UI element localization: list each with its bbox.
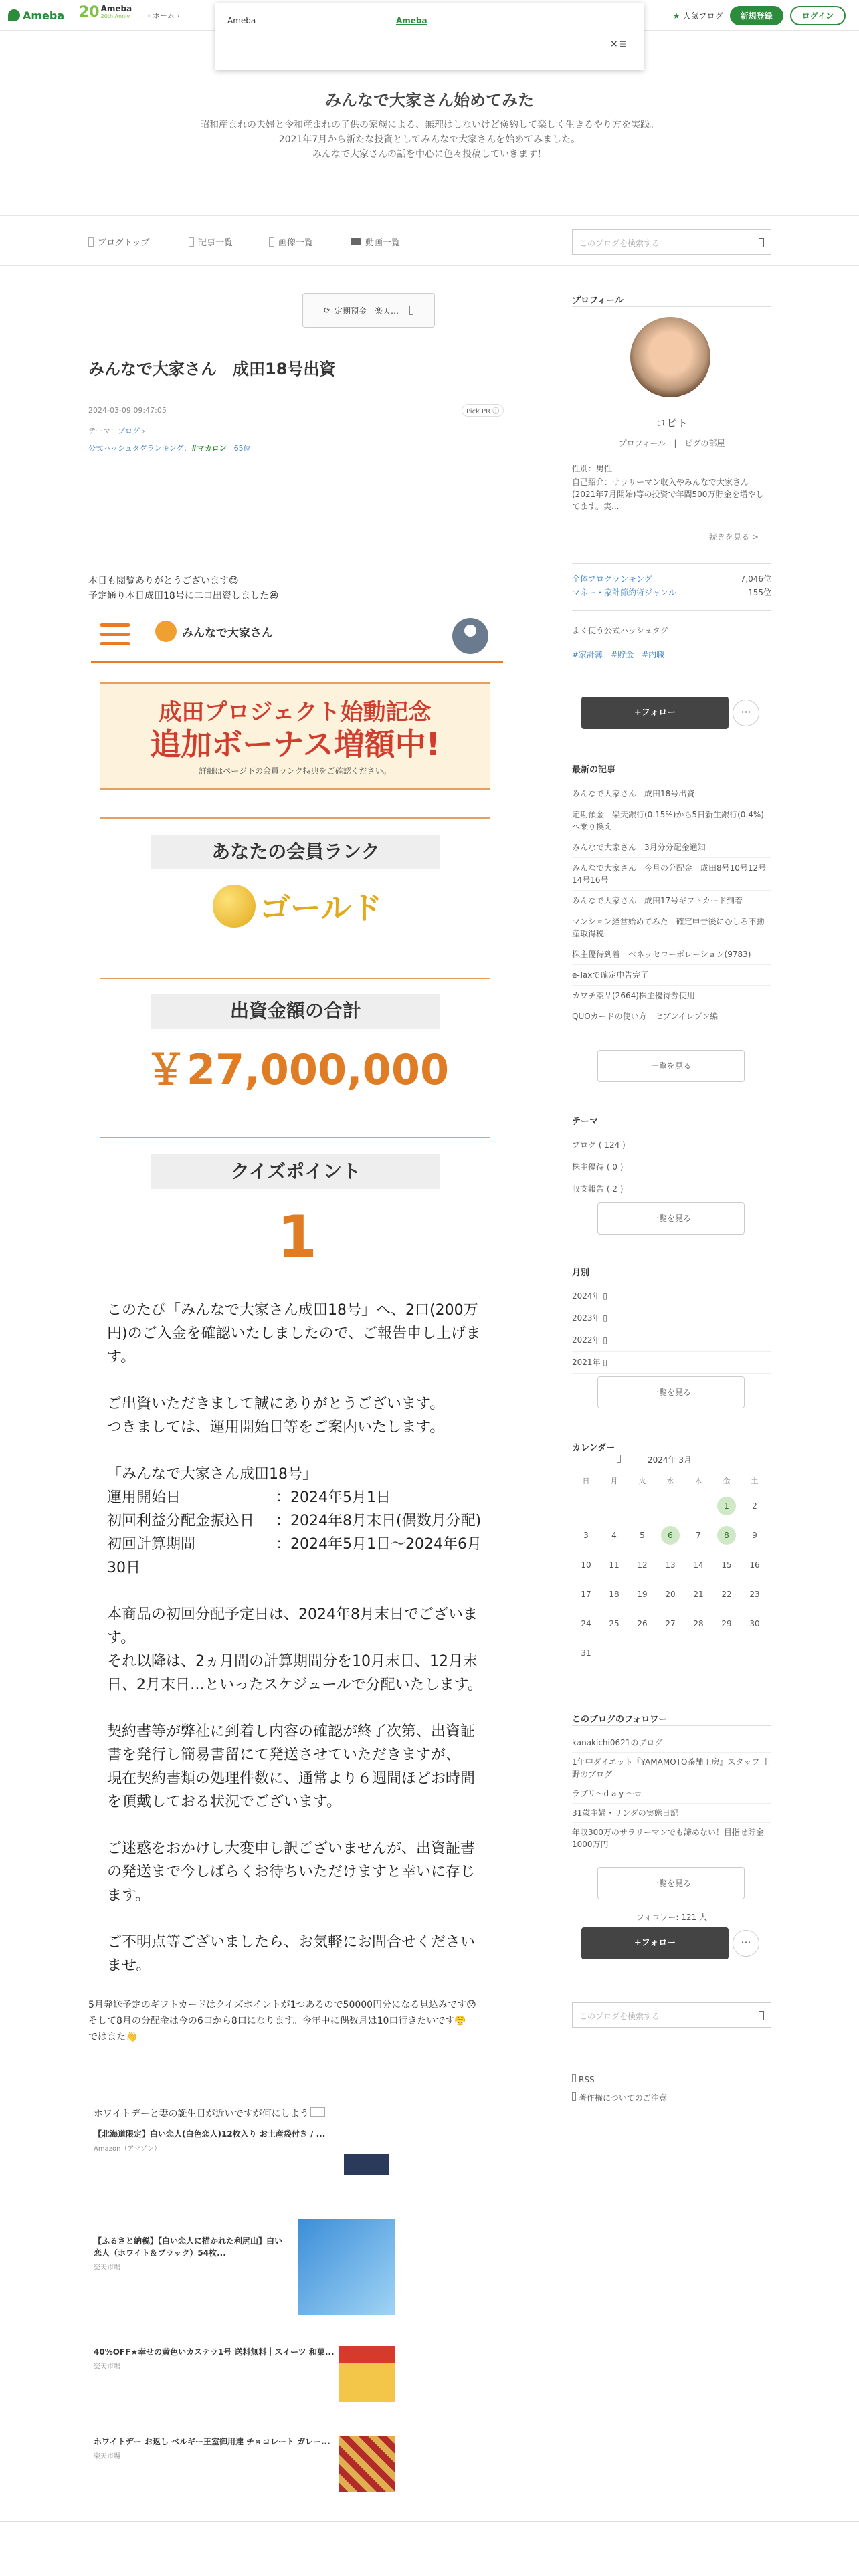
calendar-weekday: 月	[610, 1477, 618, 1485]
hashtag-ranking-tag[interactable]: #マカロン	[191, 444, 227, 453]
profile-links: プロフィール | ピグの部屋	[618, 439, 725, 448]
letter-p6: ご迷惑をおかけし大変申し訳ございませんが、出資証書の発送まで今しばらくお待ちいただけますと幸いに存じます。	[107, 1840, 476, 1904]
popup-dialog	[215, 3, 644, 70]
nav-blog-top-label: ブログトップ	[98, 238, 150, 248]
hashtag-1[interactable]: #家計簿	[572, 650, 603, 659]
login-button[interactable]: ログイン	[790, 6, 846, 25]
home-icon	[88, 237, 94, 247]
post-title[interactable]: みんなで大家さん 成田18号出資	[88, 360, 336, 379]
month-item[interactable]: 2022年 ▯	[572, 1329, 771, 1352]
investment-amount: ￥27,000,000	[145, 1045, 450, 1094]
calendar-day[interactable]	[712, 1491, 741, 1521]
nav-images[interactable]	[269, 235, 313, 248]
rss-icon	[572, 2074, 576, 2082]
blog-desc-line2: 2021年7月から新たな投資としてみんなで大家さんを始めてみました。	[278, 134, 581, 145]
nav-entries[interactable]	[189, 235, 233, 248]
gift-intro	[94, 2107, 325, 2120]
recent-list-all-button[interactable]: 一覧を見る	[597, 1050, 745, 1082]
ranking-genre-value: 155位	[748, 588, 771, 597]
amount-label: 出資金額の合計	[151, 994, 440, 1029]
hashtag-3[interactable]: #内職	[642, 650, 665, 659]
calendar-day: 20	[665, 1590, 676, 1599]
calendar-day: 12	[637, 1560, 648, 1570]
calendar-day: 28	[693, 1619, 704, 1628]
calendar-day: 9	[752, 1531, 757, 1540]
letter-p2a: ご出資いただきまして誠にありがとうございます。	[107, 1396, 445, 1412]
hashtag-ranking-num: 65位	[233, 444, 251, 453]
product-item-3[interactable]	[94, 2346, 348, 2371]
profile-gender: 性別：男性	[572, 464, 613, 473]
ameba-logo[interactable]	[8, 6, 64, 25]
monthly-list-all-button[interactable]: 一覧を見る	[597, 1376, 745, 1408]
calendar-day: 18	[609, 1590, 619, 1599]
follower-blog-link[interactable]: kanakichi0621のブログ	[572, 1733, 771, 1753]
blog-search-placeholder: このブログを検索する	[579, 239, 660, 248]
letter-start-value: ：2024年5月1日	[276, 1489, 391, 1506]
blog-search-input[interactable]	[572, 229, 771, 255]
hashtag-heading: よく使う公式ハッシュタグ	[572, 626, 668, 635]
calendar-day: 15	[721, 1560, 732, 1570]
product-4-image[interactable]	[339, 2436, 395, 2492]
app-logo-icon	[155, 621, 177, 642]
calendar-day: 7	[696, 1531, 701, 1540]
follower-blog-link[interactable]: 1年中ダイエット『YAMAMOTO茶舗工房』スタッフ 上野のブログ	[572, 1753, 771, 1784]
app-avatar-icon	[452, 618, 488, 654]
recent-post-link[interactable]: カワチ薬品(2664)株主優待券使用	[572, 986, 771, 1006]
recent-post-link[interactable]: マンション経営始めてみた 確定申告後にむしろ不動産取得税	[572, 911, 771, 944]
letter-p4b: それ以降は、2ヵ月間の計算期間分を10月末日、12月末日、2月末日…といったスケジュールで分配いたします。	[107, 1653, 482, 1693]
calendar-prev-icon[interactable]	[617, 1455, 621, 1463]
calendar-day	[600, 1491, 628, 1521]
calendar-day	[628, 1491, 656, 1521]
anniversary-logo[interactable]	[79, 4, 132, 21]
letter-schedule	[107, 1463, 488, 1580]
letter-p2b: つきましては、運用開始日等をご案内いたします。	[107, 1419, 445, 1436]
calendar-day: 10	[581, 1560, 591, 1570]
profile-more-link[interactable]: 続きを見る >	[709, 532, 759, 542]
calendar-day: 3	[583, 1531, 589, 1540]
copyright-link[interactable]	[572, 2092, 667, 2103]
pickpr-badge[interactable]: Pick PR ⓘ	[462, 404, 504, 417]
letter-payout-key: 初回利益分配金振込日	[107, 1513, 255, 1529]
post-theme: テーマ：ブログ ›	[88, 427, 145, 435]
product-2-image[interactable]	[298, 2219, 395, 2315]
calendar-day: 27	[665, 1619, 676, 1628]
quiz-points: 1	[277, 1204, 317, 1271]
calendar-day: 31	[581, 1648, 591, 1658]
section-divider	[100, 1137, 490, 1138]
calendar-day: 19	[637, 1590, 648, 1599]
follower-blog-link[interactable]: 年収300万のサラリーマンでも諦めない！目指せ貯金1000万円	[572, 1823, 771, 1854]
calendar-day: 4	[611, 1531, 617, 1540]
calendar-day: 23	[749, 1590, 760, 1599]
home-link[interactable]: › ホーム ›	[147, 11, 180, 20]
copyright-label: 著作権についてのご注意	[579, 2093, 667, 2103]
calendar-day: 22	[721, 1590, 732, 1599]
app-header	[91, 610, 503, 663]
ranking-overall-label[interactable]: 全体ブログランキング	[572, 574, 652, 584]
calendar-day: 17	[581, 1590, 591, 1599]
copyright-icon	[572, 2092, 576, 2101]
rank-value	[213, 884, 382, 928]
related-banner-text: 定期預金 楽天…	[335, 306, 399, 316]
month-label: 2023年	[572, 1313, 601, 1323]
pigg-link[interactable]: ピグの部屋	[684, 439, 725, 448]
letter-p5b: 現在契約書類の処理件数に、通常より６週間ほどお時間を頂戴しておる状況でございます。	[107, 1770, 476, 1810]
calendar-day[interactable]	[656, 1521, 684, 1550]
recent-post-link[interactable]: QUOカードの使い方 セブンイレブン編	[572, 1006, 771, 1027]
letter-period-key: 初回計算期間	[107, 1536, 196, 1553]
recent-post-link[interactable]: みんなで大家さん 成田18号出資	[572, 784, 771, 804]
letter-start-key: 運用開始日	[107, 1489, 181, 1506]
broken-image-icon	[310, 2107, 325, 2117]
month-item[interactable]: 2024年 ▯	[572, 1285, 771, 1307]
profile-link[interactable]: プロフィール	[618, 439, 666, 448]
recent-post-link[interactable]: e-Taxで確定申告完了	[572, 965, 771, 986]
nav-images-label: 画像一覧	[278, 238, 314, 248]
follow-button-bottom[interactable]: +フォロー	[581, 1927, 729, 1959]
follower-blog-link[interactable]: ラブリ〜d a y 〜☆	[572, 1784, 771, 1804]
ameba-leaf-icon	[8, 9, 20, 21]
bonus-banner	[100, 682, 490, 790]
calendar-month-label: 2024年 3月	[648, 1455, 692, 1465]
section-divider	[100, 817, 490, 819]
post-closing	[88, 1997, 506, 2045]
divider	[572, 1725, 771, 1726]
notice-letter	[107, 1299, 488, 2001]
product-1-shop: Amazon（アマゾン）	[94, 2145, 161, 2153]
product-3-image[interactable]	[339, 2346, 395, 2402]
profile-avatar[interactable]	[630, 317, 710, 397]
theme-item[interactable]: 収支報告 ( 2 )	[572, 1178, 771, 1200]
nav-videos-label: 動画一覧	[365, 238, 401, 248]
calendar-day: 26	[637, 1619, 648, 1628]
calendar-heading: カレンダー	[572, 1443, 615, 1453]
ranking-overall-value: 7,046位	[740, 574, 771, 584]
follower-list	[572, 1733, 771, 1854]
crown-icon: ★	[672, 11, 680, 21]
sidebar-search-placeholder: このブログを検索する	[579, 2012, 660, 2021]
popup-left-text: Ameba	[227, 16, 256, 25]
post-date: 2024-03-09 09:47:05	[88, 406, 167, 415]
theme-item[interactable]: ブログ ( 124 )	[572, 1134, 771, 1156]
calendar-day: 21	[693, 1590, 704, 1599]
monthly-list	[572, 1285, 771, 1374]
product-2-title[interactable]: 【ふるさと納税】【白い恋人に描かれた利尻山】白い恋人（ホワイト＆ブラック）54枚...	[94, 2236, 283, 2258]
signup-button[interactable]: 新規登録	[730, 6, 783, 25]
theme-link[interactable]: ブログ	[118, 427, 140, 435]
letter-period-value: ：2024年5月1日〜2024年6月30日	[107, 1536, 482, 1576]
nav-blog-top[interactable]	[88, 235, 150, 248]
refresh-icon: ⟳	[323, 306, 331, 315]
product-1-title[interactable]: 【北海道限定】白い恋人(白色恋人)12枚入り お土産袋付き / ...	[94, 2129, 326, 2139]
popular-blog-link[interactable]	[673, 10, 723, 21]
theme-list	[572, 1134, 771, 1200]
nav-videos[interactable]	[351, 235, 400, 248]
header-actions	[673, 6, 846, 25]
month-label: 2022年	[572, 1335, 601, 1345]
ranking-genre[interactable]	[572, 586, 771, 599]
calendar-day: 30	[749, 1619, 760, 1628]
recent-heading: 最新の記事	[572, 765, 616, 775]
recent-post-link[interactable]: みんなで大家さん 今月の分配金 成田8号10号12号14号16号	[572, 858, 771, 891]
calendar-day-posted[interactable]: 8	[717, 1526, 736, 1545]
hashtag-list	[572, 649, 664, 660]
ranking-overall[interactable]	[572, 572, 771, 586]
recent-post-link[interactable]: 定期預金 楽天銀行(0.15%)から5日新生銀行(0.4%)へ乗り換え	[572, 804, 771, 837]
follower-count: フォロワー: 121 人	[636, 1913, 707, 1922]
calendar-day: 25	[609, 1619, 619, 1628]
anniversary-text	[101, 5, 132, 21]
letter-p1: このたび「みんなで大家さん成田18号」へ、2口(200万円)のご入金を確認いたしましたので、ご報告申し上げます。	[107, 1302, 481, 1366]
popup-underline	[439, 16, 459, 25]
gift-intro-text: ホワイトデーと妻の誕生日が近いですが何にしよう	[94, 2109, 309, 2119]
rank-value-text: ゴールド	[260, 890, 383, 926]
follower-blog-link[interactable]: 31歳主婦・リンダの実態日記	[572, 1804, 771, 1823]
letter-p5a: 契約書等が弊社に到着し内容の確認が終了次第、出資証書を発行し簡易書留にて発送させていただきますが、	[107, 1723, 476, 1763]
product-4-title[interactable]: ホワイトデー お返し ベルギー王室御用達 チョコレート ガレー...	[94, 2437, 330, 2446]
rank-label: あなたの会員ランク	[151, 835, 440, 869]
popup-menu-icon[interactable]: ☰	[619, 40, 626, 49]
sidebar-search-input[interactable]	[572, 2002, 771, 2028]
popup-close-icon[interactable]: ×	[610, 39, 618, 49]
calendar-day: 5	[640, 1531, 645, 1540]
recent-list	[572, 784, 771, 1027]
product-4-shop: 楽天市場	[94, 2453, 120, 2460]
anniversary-title: Ameba	[100, 3, 132, 13]
month-label: 2024年	[572, 1291, 601, 1301]
calendar-day: 24	[581, 1619, 591, 1628]
blog-desc-line3: みんなで大家さんの話を中心に色々投稿していきます！	[312, 149, 547, 160]
calendar-day: 29	[721, 1619, 732, 1628]
calendar-day: 13	[665, 1560, 676, 1570]
hashtag-ranking-label: 公式ハッシュタグランキング：	[88, 444, 191, 453]
letter-p7: ご不明点等ございましたら、お気軽にお問合せくださいませ。	[107, 1934, 476, 1974]
nav-entries-label: 記事一覧	[198, 238, 233, 248]
search-icon[interactable]	[759, 2011, 764, 2020]
rss-label: RSS	[579, 2075, 595, 2084]
theme-heading: テーマ	[572, 1117, 599, 1127]
calendar-weekday: 日	[582, 1477, 590, 1485]
calendar-day: 16	[749, 1560, 760, 1570]
image-icon	[269, 237, 274, 247]
bonus-line1: 成田プロジェクト始動記念	[159, 699, 432, 726]
calendar-day	[684, 1491, 712, 1521]
ranking-genre-label[interactable]: マネー・家計節約術ジャンル	[572, 588, 676, 597]
calendar-weekday: 火	[638, 1477, 646, 1485]
list-icon	[189, 237, 194, 247]
followers-heading: このブログのフォロワー	[572, 1715, 668, 1725]
anniversary-sub: 20th Anniv.	[100, 13, 132, 19]
hashtag-ranking[interactable]	[88, 443, 251, 453]
theme-label: テーマ：	[88, 427, 118, 435]
letter-schedule-title: 「みんなで大家さん成田18号」	[107, 1466, 317, 1483]
hashtag-2[interactable]: #貯金	[611, 650, 634, 659]
calendar-title	[572, 1454, 771, 1465]
calendar-day[interactable]	[712, 1521, 741, 1550]
monthly-heading: 月別	[572, 1268, 590, 1278]
video-icon	[351, 238, 361, 245]
search-icon[interactable]	[759, 238, 764, 247]
banner-arrow-icon	[409, 306, 413, 315]
bonus-line3: 詳細はページ下の会員ランク特典をご確認ください。	[199, 766, 391, 776]
section-divider	[100, 978, 490, 979]
month-label: 2021年	[572, 1358, 601, 1367]
profile-name[interactable]: コビト	[655, 417, 688, 429]
calendar-day-posted[interactable]: 6	[661, 1526, 680, 1545]
profile-heading-divider	[572, 306, 771, 307]
product-item-4[interactable]	[94, 2436, 348, 2460]
month-item[interactable]: 2023年 ▯	[572, 1307, 771, 1329]
popup-ameba-link[interactable]: Ameba	[396, 16, 427, 25]
closing-line2: そして8月の分配金は今の6口から8口になります。今年中に偶数月は10口行きたいです😤	[88, 2016, 466, 2026]
calendar-weekday: 金	[723, 1477, 731, 1485]
home-link-label: ホーム	[152, 11, 175, 20]
calendar-weekday: 木	[694, 1477, 702, 1485]
letter-p2	[107, 1392, 488, 1439]
quiz-label: クイズポイント	[151, 1154, 440, 1189]
divider	[572, 610, 771, 611]
calendar-weekday: 土	[751, 1477, 759, 1485]
post-intro	[88, 574, 278, 603]
theme-list-all-button[interactable]: 一覧を見る	[597, 1202, 745, 1235]
recent-post-link[interactable]: みんなで大家さん 成田17号ギフトカード到着	[572, 891, 771, 911]
calendar-day-posted[interactable]: 1	[717, 1497, 736, 1515]
pickpr-label: Pick PR	[466, 408, 491, 415]
rss-link[interactable]	[572, 2074, 595, 2084]
anniversary-number: 20	[79, 4, 100, 21]
hamburger-icon	[100, 623, 130, 647]
letter-p4	[107, 1603, 488, 1697]
more-options-button[interactable]: ···	[733, 700, 759, 726]
profile-intro: 自己紹介：サラリーマン収入やみんなで大家さん(2021年7月開始)等の投資で年間500万貯金を増やしてます。実...	[572, 477, 764, 511]
post-intro-line2: 予定通り本日成田18号に二口出資しました😆	[88, 591, 279, 601]
product-1-image[interactable]	[344, 2140, 389, 2175]
post-intro-line1: 本日も閲覧ありがとうございます😊	[88, 576, 239, 586]
follower-list-all-button[interactable]: 一覧を見る	[597, 1867, 745, 1899]
calendar-day: 14	[693, 1560, 704, 1570]
closing-line1: 5月発送予定のギフトカードはクイズポイントが1つあるので50000円分になる見込みです😯	[88, 2000, 476, 2010]
bonus-line2: 追加ボーナス増額中!	[150, 726, 440, 762]
related-banner[interactable]	[302, 293, 435, 328]
follow-button[interactable]: +フォロー	[581, 697, 729, 729]
calendar-day: 11	[609, 1560, 619, 1570]
more-options-button-bottom[interactable]: ···	[733, 1930, 759, 1957]
product-item-2[interactable]	[94, 2235, 288, 2272]
profile-heading: プロフィール	[572, 296, 624, 306]
calendar-day: 2	[752, 1501, 757, 1511]
app-logo	[155, 621, 273, 642]
ameba-logo-text: Ameba	[23, 9, 65, 22]
letter-payout-value: ：2024年8月末日(偶数月分配)	[276, 1513, 482, 1529]
calendar-day	[656, 1491, 684, 1521]
recent-post-link[interactable]: みんなで大家さん 3月分分配金通知	[572, 837, 771, 858]
divider	[572, 563, 771, 564]
product-3-shop: 楽天市場	[94, 2363, 120, 2371]
calendar-weekdays	[572, 1471, 769, 1491]
app-logo-text: みんなで大家さん	[182, 626, 273, 640]
month-item[interactable]: 2021年 ▯	[572, 1352, 771, 1374]
product-3-title[interactable]: 40%OFF★幸せの黄色いカステラ1号 送料無料｜スイーツ 和菓...	[94, 2347, 335, 2357]
calendar-day	[572, 1491, 600, 1521]
popular-blog-label: 人気ブログ	[682, 11, 723, 21]
recent-post-link[interactable]: 株主優待到着 ベネッセコーポレーション(9783)	[572, 944, 771, 965]
blog-ranking	[572, 572, 771, 599]
blog-description	[0, 118, 859, 162]
letter-p5	[107, 1720, 488, 1814]
footer-divider	[0, 2521, 859, 2522]
product-2-shop: 楽天市場	[94, 2264, 120, 2272]
closing-line3: ではまた👋	[88, 2032, 138, 2042]
letter-p4a: 本商品の初回分配予定日は、2024年8月末日でございます。	[107, 1606, 478, 1646]
blog-desc-line1: 昭和産まれの夫婦と令和産まれの子供の家族による、無理はしないけど倹約して楽しく生きるやり方を実践。	[200, 120, 659, 130]
calendar-days	[572, 1491, 769, 1668]
gold-medal-icon	[213, 885, 256, 928]
theme-item[interactable]: 株主優待 ( 0 )	[572, 1156, 771, 1178]
calendar	[572, 1471, 769, 1668]
blog-title[interactable]: みんなで大家さん始めてみた	[325, 91, 534, 110]
calendar-weekday: 水	[666, 1477, 674, 1485]
